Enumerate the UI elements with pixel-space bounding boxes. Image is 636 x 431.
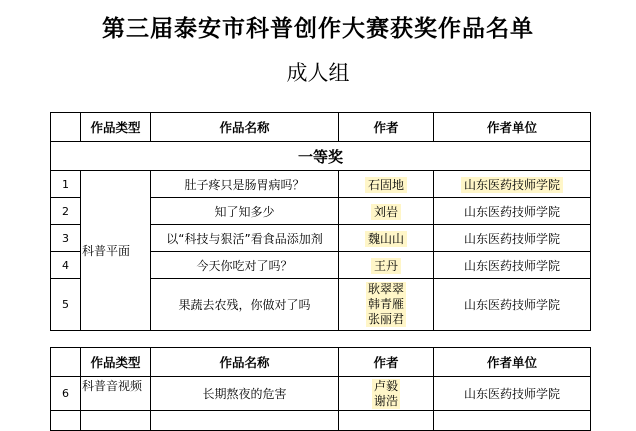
category-label: 科普平面: [82, 244, 131, 258]
empty-cell: [151, 411, 339, 431]
author-unit: 山东医药技师学院: [434, 279, 591, 331]
work-title: 肚子疼只是肠胃病吗？: [151, 171, 339, 198]
award-table-2: [50, 347, 591, 431]
award-level: 一等奖: [51, 142, 591, 171]
author-cell: [339, 279, 434, 331]
category-cell: [81, 171, 151, 331]
page-subtitle: 成人组: [286, 61, 350, 85]
row-number: 5: [51, 279, 81, 331]
empty-cell: [339, 411, 434, 431]
empty-cell: [434, 411, 591, 431]
author-cell: [339, 377, 434, 411]
header-cell-type: 作品类型: [81, 348, 151, 377]
empty-cell: [51, 411, 81, 431]
header-row: [51, 113, 591, 142]
table-row: [51, 411, 591, 431]
row-number: 3: [51, 225, 81, 252]
work-title: 果蔬去农残，你做对了吗: [151, 279, 339, 331]
award-table: [50, 112, 591, 331]
author-unit: 山东医药技师学院: [434, 198, 591, 225]
header-cell-no: [51, 113, 81, 142]
table-row: [51, 171, 591, 198]
author-cell: [339, 225, 434, 252]
row-number: 6: [51, 377, 81, 411]
work-title: 以“科技与狠活”看食品添加剂: [151, 225, 339, 252]
table-row: [51, 377, 591, 411]
header-cell-unit: 作者单位: [434, 348, 591, 377]
row-number: 2: [51, 198, 81, 225]
work-title: 今天你吃对了吗？: [151, 252, 339, 279]
author-name: 石固地: [365, 177, 407, 193]
author-name: 魏山山: [365, 231, 407, 247]
header-cell-title: 作品名称: [151, 113, 339, 142]
header-cell-unit: 作者单位: [434, 113, 591, 142]
empty-cell: [81, 411, 151, 431]
header-cell-author: 作者: [339, 348, 434, 377]
work-title: 长期熬夜的危害: [151, 377, 339, 411]
header-cell-title: 作品名称: [151, 348, 339, 377]
author-name: 张丽君: [367, 312, 404, 326]
row-number: 4: [51, 252, 81, 279]
header-cell-type: 作品类型: [81, 113, 151, 142]
author-unit: 山东医药技师学院: [461, 177, 563, 193]
author-name: 耿翠翠: [367, 282, 404, 296]
author-unit: 山东医药技师学院: [434, 377, 591, 411]
author-cell: [339, 198, 434, 225]
author-unit: 山东医药技师学院: [434, 225, 591, 252]
author-name: 卢毅: [373, 378, 398, 393]
unit-cell: [434, 171, 591, 198]
author-name: 韩青雁: [367, 297, 404, 311]
author-cell: [339, 252, 434, 279]
page-title: 第三届泰安市科普创作大赛获奖作品名单: [102, 16, 534, 42]
row-number: 1: [51, 171, 81, 198]
header-cell-author: 作者: [339, 113, 434, 142]
header-row: [51, 348, 591, 377]
category-label: 科普音视频: [82, 379, 143, 393]
author-name: 刘岩: [371, 204, 401, 220]
author-name: 谢浩: [373, 393, 398, 408]
category-cell: [81, 377, 151, 411]
author-name: 王丹: [371, 258, 401, 274]
work-title: 知了知多少: [151, 198, 339, 225]
header-cell-no: [51, 348, 81, 377]
author-unit: 山东医药技师学院: [434, 252, 591, 279]
award-level-row: [51, 142, 591, 171]
author-cell: [339, 171, 434, 198]
